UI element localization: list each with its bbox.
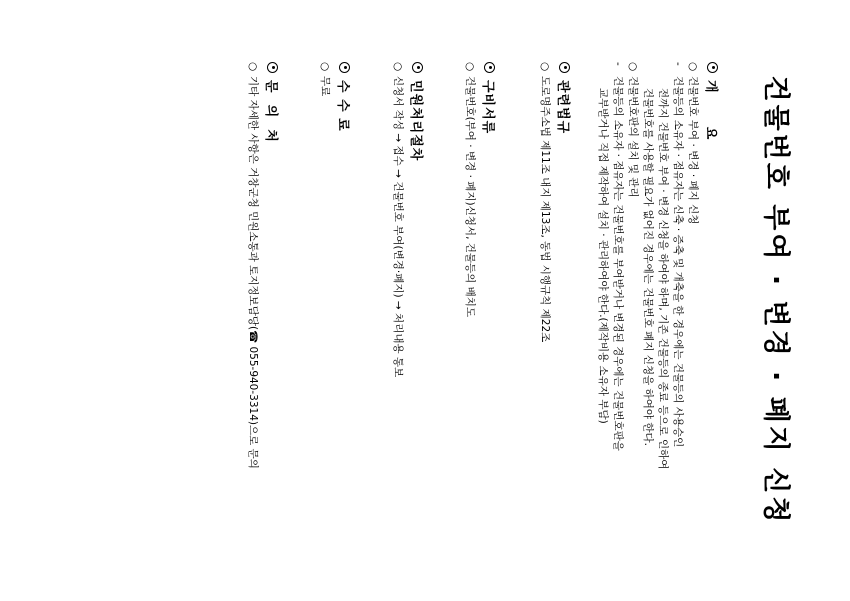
heading-text: 개 요 (703, 80, 719, 141)
bullseye-icon (560, 62, 571, 73)
process-item (390, 62, 405, 582)
section-contact (245, 62, 282, 582)
circle-marker: ○ (464, 62, 476, 72)
detail-line-continued: 건물번호를 사용할 필요가 없어진 경우에는 건물번호 폐지 신청을 하여야 한다. (642, 88, 654, 446)
section-documents (462, 62, 499, 582)
process-item-text: 신청서 작성 → 접수 → 건물번호 부여(변경·폐지) → 처리내용 통보 (392, 76, 404, 378)
dash-marker: - (672, 62, 684, 66)
heading-text: 문 의 처 (263, 80, 279, 143)
overview-item-2 (625, 62, 640, 582)
bullseye-icon (268, 62, 279, 73)
detail-line: 건물등의 소유자 · 점유자는 건물번호를 부여받거나 변경된 경우에는 건물번호판을 (612, 76, 624, 451)
section-heading (556, 62, 574, 582)
bullseye-icon (708, 62, 719, 73)
circle-marker: ○ (319, 62, 331, 72)
circle-marker: ○ (247, 62, 259, 72)
section-heading (704, 62, 722, 582)
heading-text: 구비서류 (480, 80, 496, 135)
documents-item-text: 건물번호(부여 · 변경 · 폐지)신청서, 건물등의 배치도 (464, 76, 476, 318)
bullseye-icon (485, 62, 496, 73)
detail-line-continued: 교부받거나 직접 제작하여 설치 · 관리하여야 한다.(제작비용 소유자 부담) (597, 88, 609, 424)
overview-item-1 (685, 62, 700, 582)
circle-marker: ○ (539, 62, 551, 72)
bullseye-icon (340, 62, 351, 73)
documents-item (462, 62, 477, 582)
detail-line: 건물등의 소유자 · 점유자는 신축 · 증축 및 개축을 한 경우에는 건물등의 사용승인 (672, 76, 684, 448)
fee-item-text: 무료 (319, 76, 331, 97)
detail-line-continued: 전까지 건물번호 부여 · 변경 신청을 하여야 하며, 기존 건물등의 종료 등으로 인하여 (657, 88, 669, 470)
dash-marker: - (612, 62, 624, 66)
section-heading (481, 62, 499, 582)
heading-text: 관련법규 (555, 80, 571, 135)
law-item (537, 62, 552, 582)
circle-marker: ○ (627, 62, 639, 72)
section-fee (317, 62, 354, 582)
heading-text: 수 수 료 (335, 80, 351, 132)
overview-item-1-label: 건물번호 부여 · 변경 · 폐지 신청 (687, 76, 699, 225)
bullseye-icon (413, 62, 424, 73)
section-heading (409, 62, 427, 582)
section-heading (264, 62, 282, 582)
contact-item (245, 62, 260, 582)
fee-item (317, 62, 332, 582)
heading-text: 민원처리절차 (408, 80, 424, 162)
law-item-text: 도로명주소법 제11조 내지 제13조, 동법 시행규칙 제22조 (539, 76, 551, 343)
section-overview (595, 62, 722, 582)
circle-marker: ○ (392, 62, 404, 72)
section-heading (336, 62, 354, 582)
overview-item-1-detail (670, 62, 685, 582)
overview-item-2-label: 건물번호판의 설치 및 관리 (627, 76, 639, 198)
overview-item-2-detail (610, 62, 625, 582)
contact-item-text: 기타 자세한 사항은 거창군청 민원소통과 토지정보담당(☎ 055-940-3314)으로 문의 (247, 76, 259, 469)
section-law (537, 62, 574, 582)
circle-marker: ○ (687, 62, 699, 72)
section-process (390, 62, 427, 582)
document-title: 건물번호 부여 · 변경 · 폐지 신청 (760, 75, 791, 526)
